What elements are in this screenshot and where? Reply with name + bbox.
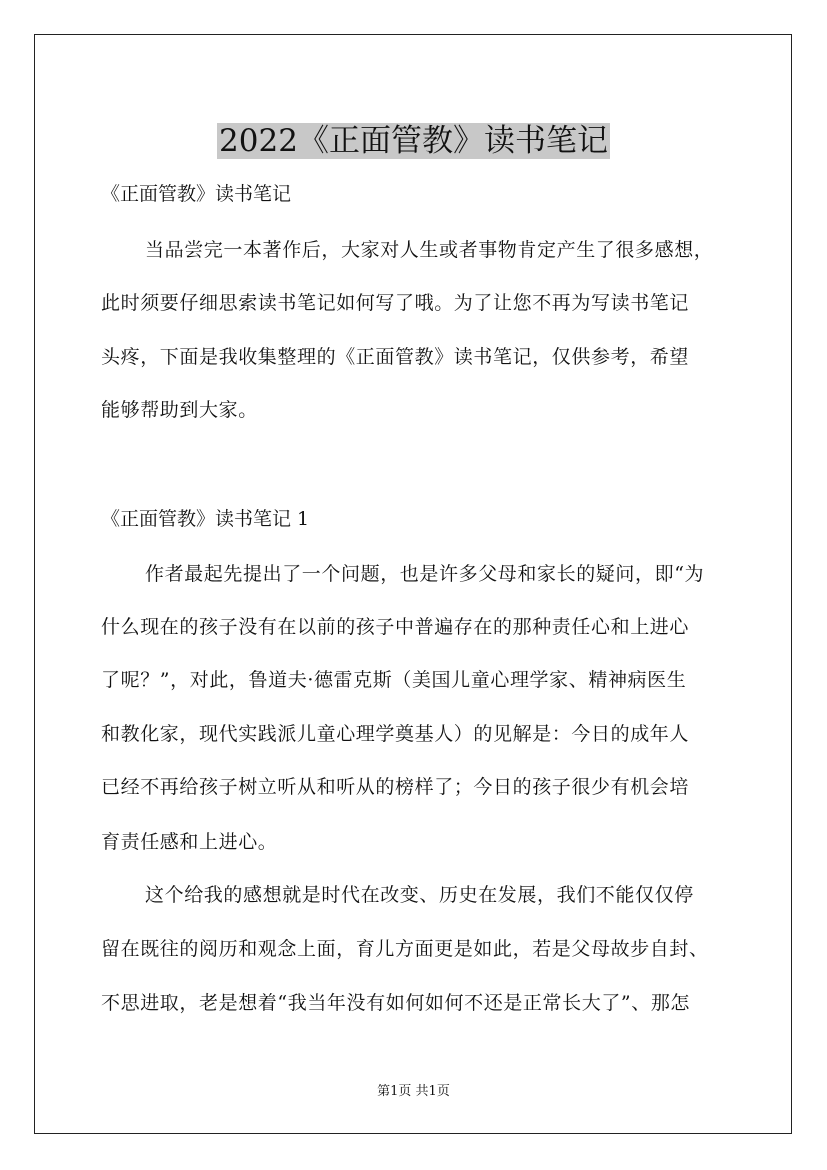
document-title-text: 2022《正面管教》读书笔记	[219, 122, 608, 159]
intro-line: 头疼，下面是我收集整理的《正面管教》读书笔记，仅供参考，希望	[101, 346, 690, 368]
paragraph-line: 育责任感和上进心。	[101, 831, 278, 853]
section-heading: 《正面管教》读书笔记 1	[101, 508, 310, 530]
paragraph-line: 不思进取，老是想着“我当年没有如何如何不还是正常长大了”、那怎	[101, 992, 691, 1014]
document-title	[0, 121, 827, 161]
paragraph-line: 和教化家，现代实践派儿童心理学奠基人）的见解是：今日的成年人	[101, 723, 690, 745]
intro-line: 此时须要仔细思索读书笔记如何写了哦。为了让您不再为写读书笔记	[101, 292, 690, 314]
paragraph-line: 留在既往的阅历和观念上面，育儿方面更是如此，若是父母故步自封、	[101, 938, 709, 960]
document-subtitle: 《正面管教》读书笔记	[101, 183, 292, 205]
page-footer: 第1页 共1页	[377, 1084, 450, 1099]
paragraph-line: 什么现在的孩子没有在以前的孩子中普遍存在的那种责任心和上进心	[101, 616, 690, 638]
paragraph-line: 作者最起先提出了一个问题，也是许多父母和家长的疑问，即“为	[145, 563, 705, 585]
paragraph-line: 这个给我的感想就是时代在改变、历史在发展，我们不能仅仅停	[145, 884, 694, 906]
intro-line: 当品尝完一本著作后，大家对人生或者事物肯定产生了很多感想，	[145, 239, 714, 261]
intro-line: 能够帮助到大家。	[101, 399, 258, 421]
paragraph-line: 已经不再给孩子树立听从和听从的榜样了；今日的孩子很少有机会培	[101, 776, 690, 798]
paragraph-line: 了呢？”，对此，鲁道夫·德雷克斯（美国儿童心理学家、精神病医生	[101, 669, 687, 691]
